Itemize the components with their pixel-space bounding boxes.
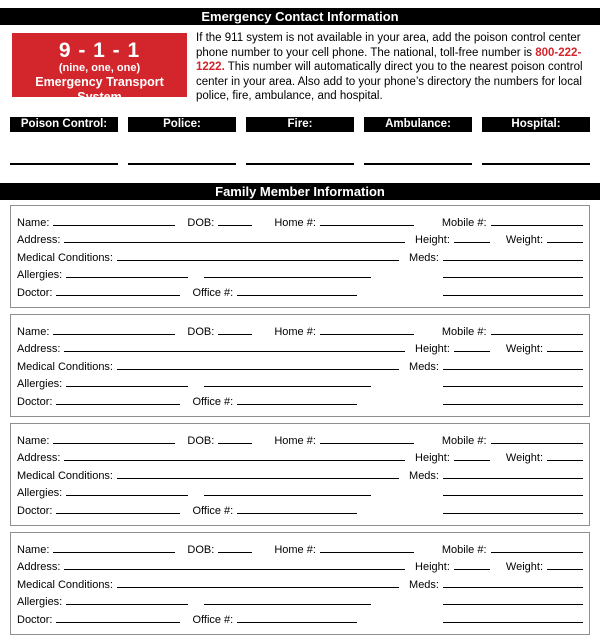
meds-blank — [443, 478, 583, 479]
height-label: Height: — [415, 343, 450, 356]
meds-blank — [443, 587, 583, 588]
allergies-continuation-blank — [204, 495, 371, 496]
office-phone-blank — [237, 295, 357, 296]
mobile-phone-blank — [491, 552, 583, 553]
fire-blank — [246, 163, 354, 165]
name-blank — [53, 552, 175, 553]
address-label: Address: — [17, 234, 61, 247]
medical-conditions-blank — [117, 369, 399, 370]
dob-label: DOB: — [187, 434, 215, 447]
badge-911-phonetic: (nine, one, one) — [58, 62, 141, 74]
member-row-allergies — [17, 591, 583, 609]
meds-blank — [443, 260, 583, 261]
member-row-doctor — [17, 499, 583, 517]
hospital-label: Hospital: — [482, 117, 590, 132]
allergies-continuation-blank — [204, 386, 371, 387]
name-label: Name: — [17, 434, 50, 447]
dob-label: DOB: — [187, 325, 215, 338]
member-row-name — [17, 429, 583, 447]
home-phone-label: Home #: — [274, 543, 316, 556]
medical-conditions-blank — [117, 260, 399, 261]
member-row-address — [17, 556, 583, 574]
mobile-phone-blank — [491, 443, 583, 444]
emergency-contacts-row — [10, 117, 590, 165]
medical-conditions-label: Medical Conditions: — [17, 360, 113, 373]
allergies-blank — [66, 277, 188, 278]
medical-conditions-blank — [117, 478, 399, 479]
meds-label: Meds: — [409, 251, 439, 264]
member-row-name — [17, 211, 583, 229]
name-label: Name: — [17, 216, 50, 229]
name-label: Name: — [17, 325, 50, 338]
dob-blank — [218, 334, 252, 335]
address-blank — [64, 351, 405, 352]
allergies-label: Allergies: — [17, 378, 63, 391]
member-row-address — [17, 447, 583, 465]
medical-conditions-label: Medical Conditions: — [17, 578, 113, 591]
fire-label: Fire: — [246, 117, 354, 132]
office-phone-blank — [237, 404, 357, 405]
name-label: Name: — [17, 543, 50, 556]
doctor-label: Doctor: — [17, 286, 53, 299]
meds-label: Meds: — [409, 469, 439, 482]
meds-continuation-blank — [443, 295, 583, 296]
contact-col-ambulance — [364, 117, 472, 165]
meds-continuation-blank — [443, 404, 583, 405]
member-row-allergies — [17, 373, 583, 391]
weight-blank — [547, 242, 583, 243]
doctor-blank — [56, 295, 180, 296]
height-blank — [454, 242, 490, 243]
dob-blank — [218, 552, 252, 553]
contact-col-hospital — [482, 117, 590, 165]
allergies-label: Allergies: — [17, 596, 63, 609]
weight-blank — [547, 351, 583, 352]
meds-blank — [443, 369, 583, 370]
doctor-blank — [56, 404, 180, 405]
mobile-phone-label: Mobile #: — [441, 434, 487, 447]
height-label: Height: — [415, 561, 450, 574]
doctor-label: Doctor: — [17, 613, 53, 626]
home-phone-blank — [320, 225, 414, 226]
meds-continuation-blank — [443, 277, 583, 278]
allergies-label: Allergies: — [17, 487, 63, 500]
contact-col-fire — [246, 117, 354, 165]
member-row-doctor — [17, 390, 583, 408]
address-blank — [64, 242, 405, 243]
office-phone-label: Office #: — [192, 613, 234, 626]
ambulance-blank — [364, 163, 472, 165]
intro-text-after: This number will automatically direct you to the nearest poison control center in your area. Also add to your phone’s directory the numbers for local police, fire, ambulance, and hospital. — [196, 61, 583, 103]
member-box-4 — [10, 532, 590, 635]
allergies-blank — [66, 386, 188, 387]
badge-911-caption: Emergency Transport System — [35, 75, 164, 104]
home-phone-blank — [320, 443, 414, 444]
dob-label: DOB: — [187, 216, 215, 229]
meds-label: Meds: — [409, 360, 439, 373]
office-phone-blank — [237, 513, 357, 514]
contact-col-poison-control — [10, 117, 118, 165]
family-section-title: Family Member Information — [0, 183, 600, 200]
member-box-1 — [10, 205, 590, 308]
height-label: Height: — [415, 234, 450, 247]
meds-continuation-blank — [443, 513, 583, 514]
doctor-label: Doctor: — [17, 395, 53, 408]
home-phone-label: Home #: — [274, 325, 316, 338]
weight-label: Weight: — [505, 343, 543, 356]
intro-text-before: If the 911 system is not available in your area, add the poison control center phone number to your cell phone. The national, toll-free number is — [196, 32, 581, 59]
office-phone-label: Office #: — [192, 395, 234, 408]
mobile-phone-label: Mobile #: — [441, 325, 487, 338]
member-row-medical — [17, 355, 583, 373]
allergies-blank — [66, 604, 188, 605]
height-blank — [454, 460, 490, 461]
member-row-allergies — [17, 482, 583, 500]
member-row-doctor — [17, 281, 583, 299]
member-row-address — [17, 229, 583, 247]
member-box-3 — [10, 423, 590, 526]
medical-conditions-blank — [117, 587, 399, 588]
medical-conditions-label: Medical Conditions: — [17, 251, 113, 264]
allergies-label: Allergies: — [17, 269, 63, 282]
intro-paragraph — [196, 31, 590, 104]
weight-label: Weight: — [505, 561, 543, 574]
weight-blank — [547, 569, 583, 570]
allergies-continuation-blank — [204, 604, 371, 605]
meds-label: Meds: — [409, 578, 439, 591]
doctor-label: Doctor: — [17, 504, 53, 517]
poison-control-phone-number: 800-222-1222. — [196, 46, 582, 74]
dob-blank — [218, 443, 252, 444]
member-row-address — [17, 338, 583, 356]
name-blank — [53, 334, 175, 335]
member-row-medical — [17, 246, 583, 264]
badge-911 — [12, 33, 187, 104]
address-label: Address: — [17, 561, 61, 574]
member-row-allergies — [17, 264, 583, 282]
member-box-2 — [10, 314, 590, 417]
member-row-medical — [17, 464, 583, 482]
badge-911-number: 9 - 1 - 1 — [58, 39, 141, 62]
dob-blank — [218, 225, 252, 226]
emergency-contact-form — [0, 8, 600, 631]
home-phone-label: Home #: — [274, 216, 316, 229]
allergies-blank — [66, 495, 188, 496]
weight-blank — [547, 460, 583, 461]
poison-control-blank — [10, 163, 118, 165]
police-blank — [128, 163, 236, 165]
mobile-phone-blank — [491, 225, 583, 226]
member-row-medical — [17, 573, 583, 591]
allergies-continuation-blank — [204, 277, 371, 278]
home-phone-blank — [320, 334, 414, 335]
address-blank — [64, 569, 405, 570]
height-blank — [454, 569, 490, 570]
meds-continuation-blank — [443, 386, 583, 387]
contact-col-police — [128, 117, 236, 165]
weight-label: Weight: — [505, 234, 543, 247]
page-title: Emergency Contact Information — [0, 8, 600, 25]
office-phone-label: Office #: — [192, 504, 234, 517]
member-row-name — [17, 320, 583, 338]
mobile-phone-blank — [491, 334, 583, 335]
height-blank — [454, 351, 490, 352]
address-label: Address: — [17, 452, 61, 465]
weight-label: Weight: — [505, 452, 543, 465]
mobile-phone-label: Mobile #: — [441, 216, 487, 229]
medical-conditions-label: Medical Conditions: — [17, 469, 113, 482]
office-phone-label: Office #: — [192, 286, 234, 299]
intro-section — [12, 33, 590, 104]
home-phone-label: Home #: — [274, 434, 316, 447]
hospital-blank — [482, 163, 590, 165]
mobile-phone-label: Mobile #: — [441, 543, 487, 556]
home-phone-blank — [320, 552, 414, 553]
meds-continuation-blank — [443, 604, 583, 605]
police-label: Police: — [128, 117, 236, 132]
address-blank — [64, 460, 405, 461]
ambulance-label: Ambulance: — [364, 117, 472, 132]
doctor-blank — [56, 513, 180, 514]
dob-label: DOB: — [187, 543, 215, 556]
member-row-doctor — [17, 608, 583, 626]
height-label: Height: — [415, 452, 450, 465]
name-blank — [53, 443, 175, 444]
member-row-name — [17, 538, 583, 556]
name-blank — [53, 225, 175, 226]
meds-continuation-blank — [443, 495, 583, 496]
address-label: Address: — [17, 343, 61, 356]
poison-control-label: Poison Control: — [10, 117, 118, 132]
